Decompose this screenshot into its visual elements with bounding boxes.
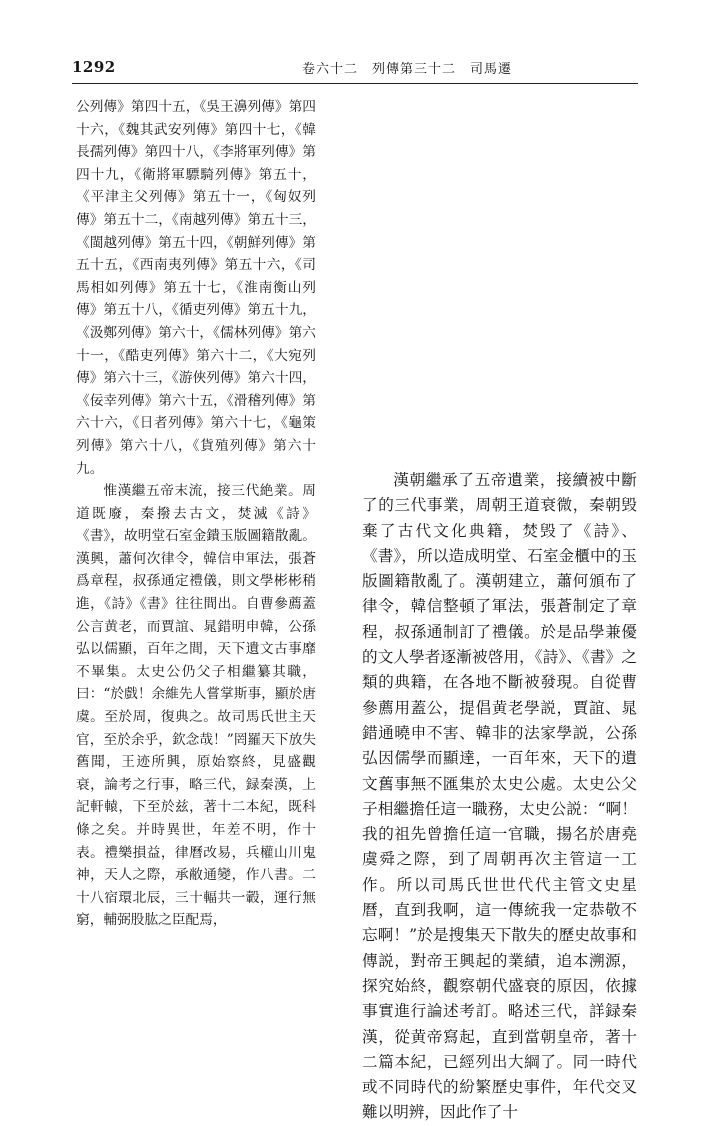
translation-paragraph-1: 漢朝繼承了五帝遺業，接續被中斷了的三代事業，周朝王道衰微，秦朝毁棄了古代文化典籍，焚毁了《詩》、《書》，所以造成明堂、石室金櫃中的玉版圖籍散亂了。漢朝建立，蕭何頒布了律令，韓信整頓了軍法，張蒼制定了章程，叔孫通制訂了禮儀。於是品學兼優的文人學者逐漸被啓用，《詩》、《書》之類的典籍，在各地不斷被發現。自從曹參薦用蓋公，提倡黄老學説，賈誼、晁錯通曉申不害、韓非的法家學説，公孫弘因儒學而顯達，一百年來，天下的遺文舊事無不匯集於太史公處。太史公父子相繼擔任這一職務，太史公説：“啊！我的祖先曾擔任這一官職，揚名於唐堯虞舜之際，到了周朝再次主管這一工作。所以司馬氏世世代代主管文史星曆，直到我啊，這一傳統我一定恭敬不忘啊！”於是搜集天下散失的歷史故事和傳説，對帝王興起的業績，追本溯源，探究始終，觀察朝代盛衰的原因，依據事實進行論述考訂。略述三代，詳録秦漢，從黄帝寫起，直到當朝皇帝，著十二篇本紀，已經列出大綱了。同一時代或不同時代的紛繁歷史事件，年代交叉難以明辨，因此作了十 <box>362 471 637 1122</box>
header-rule <box>72 83 638 84</box>
page-number: 1292 <box>72 58 116 76</box>
running-title: 卷六十二 列傳第三十二 司馬遷 <box>302 62 513 77</box>
classical-paragraph-1: 公列傳》第四十五，《吳王濞列傳》第四十六，《魏其武安列傳》第四十七，《韓長孺列傳》第四十八，《李將軍列傳》第四十九，《衛將軍驃騎列傳》第五十，《平津主父列傳》第五十一，《匈奴列傳》第五十二，《南越列傳》第五十三，《閩越列傳》第五十四，《朝鮮列傳》第五十五，《西南夷列傳》第五十六，《司馬相如列傳》第五十七，《淮南衡山列傳》第五十八，《循吏列傳》第五十九，《汲鄭列傳》第六十，《儒林列傳》第六十一，《酷吏列傳》第六十二，《大宛列傳》第六十三，《游俠列傳》第六十四，《佞幸列傳》第六十五，《滑稽列傳》第六十六，《日者列傳》第六十七，《龜策列傳》第六十八，《貨殖列傳》第六十九。 <box>76 99 316 477</box>
classical-text-column <box>76 96 316 932</box>
page-header <box>0 0 716 90</box>
translation-column <box>362 468 637 1126</box>
classical-paragraph-2: 惟漢繼五帝末流，接三代絶業。周道既廢，秦撥去古文，焚滅《詩》《書》，故明堂石室金鐀玉版圖籍散亂。漢興，蕭何次律令，韓信申軍法，張蒼爲章程，叔孫通定禮儀，則文學彬彬稍進，《詩》《書》往往間出。自曹參薦蓋公言黄老，而賈誼、晁錯明申韓，公孫弘以儒顯，百年之間，天下遺文古事靡不畢集。太史公仍父子相繼纂其職，曰：“於戲！余維先人嘗掌斯事，顯於唐虞。至於周，復典之。故司馬氏世主天官，至於余乎，欽念哉！”罔羅天下放失舊聞，王迹所興，原始察終，見盛觀衰，論考之行事，略三代，録秦漢，上記軒轅，下至於兹，著十二本紀，既科條之矣。并時異世，年差不明，作十表。禮樂損益，律曆改易，兵權山川鬼神，天人之際，承敝通變，作八書。二十八宿環北辰，三十輻共一轂，運行無窮，輔弼股肱之臣配焉， <box>76 483 316 929</box>
